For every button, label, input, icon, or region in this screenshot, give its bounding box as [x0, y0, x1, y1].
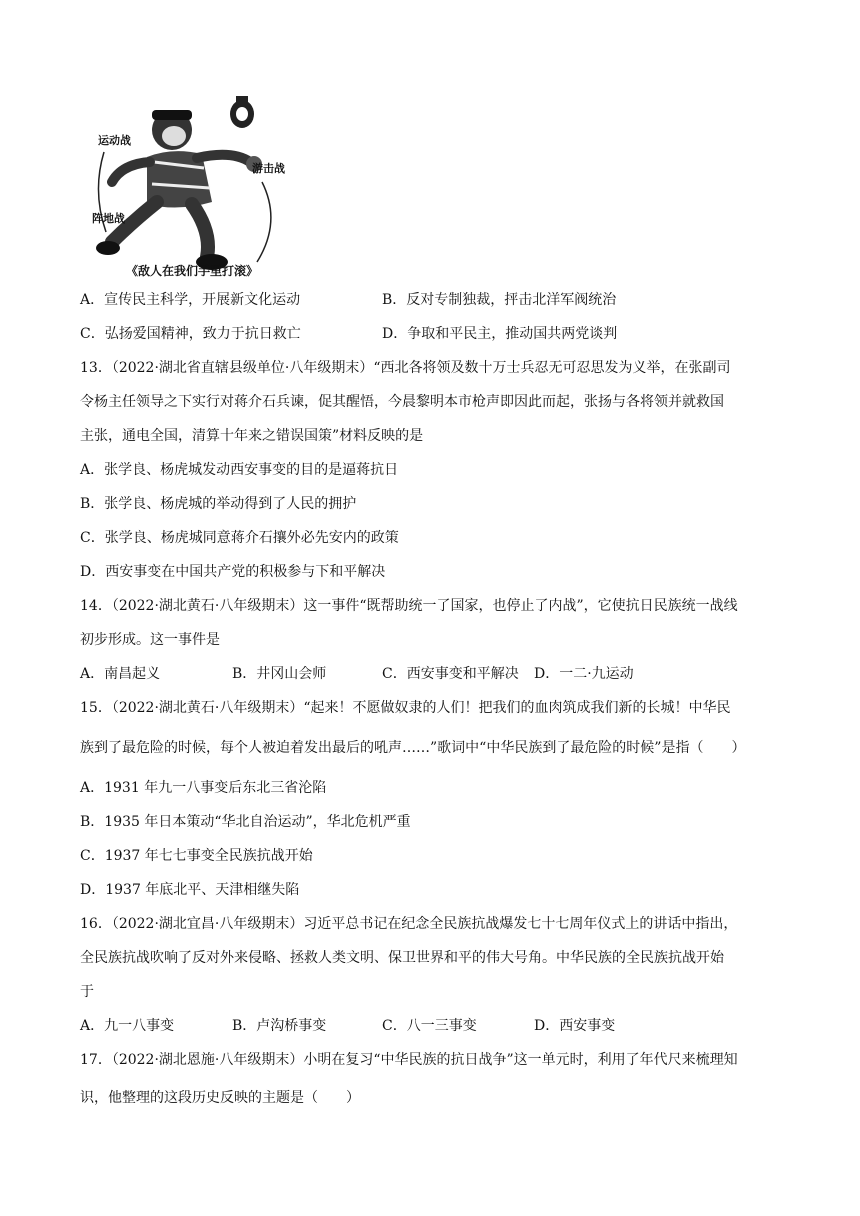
q13-option-b: B．张学良、杨虎城的举动得到了人民的拥护: [80, 496, 357, 512]
figure-caption: 《敌人在我们手里打滚》: [125, 264, 258, 278]
q13-option-d: D．西安事变在中国共产党的积极参与下和平解决: [80, 564, 386, 580]
label-guerrilla-warfare: 游击战: [252, 162, 285, 175]
q13-option-c: C．张学良、杨虎城同意蒋介石攘外必先安内的政策: [80, 530, 399, 546]
q17-stem-line-2: 识，他整理的这段历史反映的主题是（ ）: [80, 1090, 360, 1106]
q14-stem-line-2: 初步形成。这一事件是: [80, 632, 220, 648]
q14-option-c: C．西安事变和平解决: [382, 666, 519, 682]
q14-option-d: D．一二·九运动: [534, 666, 634, 682]
q14-stem-line-1: 14．（2022·湖北黄石·八年级期末）这一事件“既帮助统一了国家，也停止了内战”，它使抗日民族统一战线: [80, 598, 738, 614]
label-positional-warfare: 阵地战: [92, 212, 125, 225]
q15-stem-line-2: 族到了最危险的时候，每个人被迫着发出最后的吼声……”歌词中“中华民族到了最危险的时候”是指（ ）: [80, 740, 746, 756]
q12-option-b: B．反对专制独裁，抨击北洋军阀统治: [382, 292, 617, 308]
q16-option-c: C．八一三事变: [382, 1018, 477, 1034]
q15-option-b: B．1935 年日本策动“华北自治运动”，华北危机严重: [80, 814, 411, 830]
q15-option-d: D．1937 年底北平、天津相继失陷: [80, 882, 300, 898]
q15-stem-line-1: 15．（2022·湖北黄石·八年级期末）“起来！不愿做奴隶的人们！把我们的血肉筑成我们新的长城！中华民: [80, 700, 731, 716]
q13-stem-line-1: 13．（2022·湖北省直辖县级单位·八年级期末）“西北各将领及数十万士兵忍无可忍思发为义举，在张副司: [80, 360, 731, 376]
q17-stem-line-1: 17．（2022·湖北恩施·八年级期末）小明在复习“中华民族的抗日战争”这一单元时，利用了年代尺来梳理知: [80, 1052, 738, 1068]
q13-stem-line-3: 主张，通电全国，清算十年来之错误国策”材料反映的是: [80, 428, 424, 444]
grenade-icon: [230, 96, 254, 128]
q16-stem-line-3: 于: [80, 984, 94, 1000]
q16-stem-line-1: 16．（2022·湖北宜昌·八年级期末）习近平总书记在纪念全民族抗战爆发七十七周年仪式上的讲话中指出，: [80, 916, 738, 932]
q12-option-a: A．宣传民主科学，开展新文化运动: [80, 292, 301, 308]
q12-option-d: D．争取和平民主，推动国共两党谈判: [382, 326, 618, 342]
label-mobile-warfare: 运动战: [98, 134, 131, 147]
q13-option-a: A．张学良、杨虎城发动西安事变的目的是逼蒋抗日: [80, 462, 399, 478]
q15-option-c: C．1937 年七七事变全民族抗战开始: [80, 848, 313, 864]
q16-option-b: B．卢沟桥事变: [232, 1018, 327, 1034]
cartoon-illustration: [92, 92, 292, 282]
q13-stem-line-2: 令杨主任领导之下实行对蒋介石兵谏，促其醒悟，今晨黎明本市枪声即因此而起，张扬与各将领并就救国: [80, 394, 724, 410]
q14-option-a: A．南昌起义: [80, 666, 161, 682]
q12-option-c: C．弘扬爱国精神，致力于抗日救亡: [80, 326, 301, 342]
q15-option-a: A．1931 年九一八事变后东北三省沦陷: [80, 780, 327, 796]
q14-option-b: B．井冈山会师: [232, 666, 327, 682]
q16-option-d: D．西安事变: [534, 1018, 616, 1034]
q16-option-a: A．九一八事变: [80, 1018, 175, 1034]
soldier-figure-drawing: [92, 92, 292, 282]
q16-stem-line-2: 全民族抗战吹响了反对外来侵略、拯救人类文明、保卫世界和平的伟大号角。中华民族的全民族抗战开始: [80, 950, 724, 966]
